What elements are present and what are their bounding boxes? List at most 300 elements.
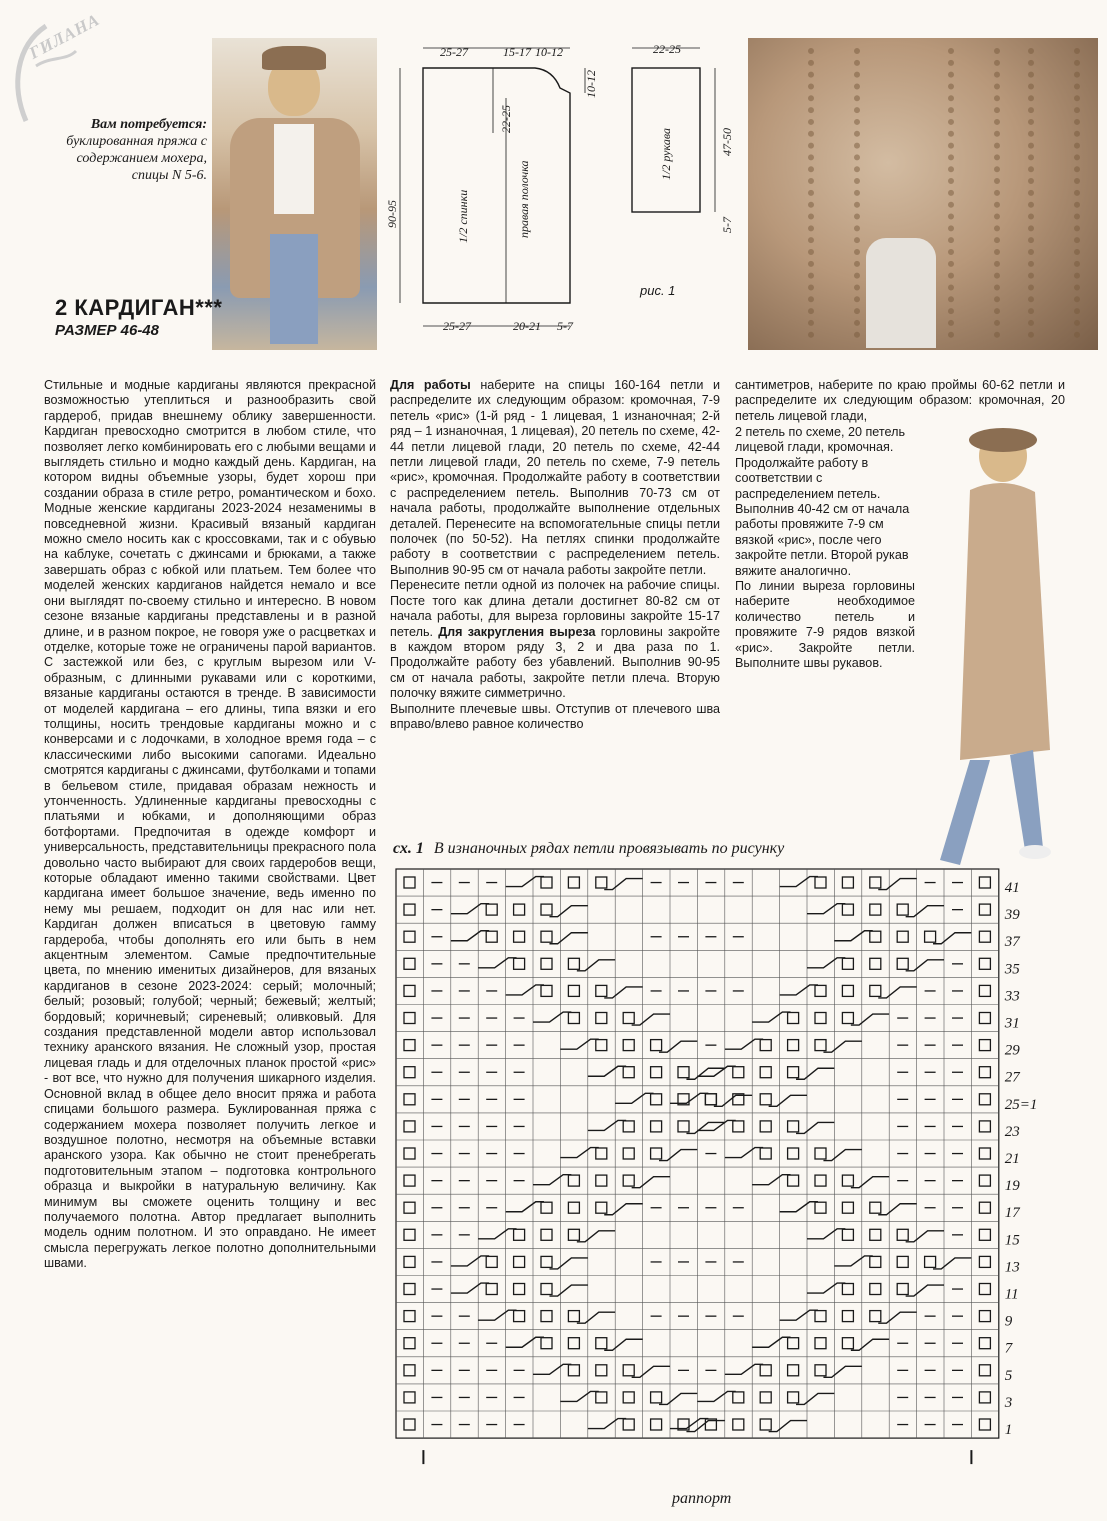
- cable-stitch-mark: [541, 958, 552, 969]
- cable-cross-line: [906, 1285, 944, 1296]
- cable-stitch-mark: [815, 1040, 826, 1051]
- purl-stitch-mark: [979, 1419, 990, 1430]
- purl-stitch-mark: [404, 1040, 415, 1051]
- purl-stitch-mark: [404, 1419, 415, 1430]
- cable-stitch-mark: [815, 877, 826, 888]
- cable-stitch-mark: [788, 1148, 799, 1159]
- purl-stitch-mark: [979, 1284, 990, 1295]
- instructions-lead: Для работы: [390, 378, 471, 392]
- cable-stitch-mark: [623, 1121, 634, 1132]
- cable-stitch-mark: [568, 1175, 579, 1186]
- instructions-p2a: Перенесите петли одной из полочек на рабочие спицы. Посте того как длина детали достигнет 80-82 см от начала работы, для выреза горловины закройте 15-17 петель.: [390, 578, 720, 639]
- dim-back-top: 25-27: [440, 45, 468, 59]
- cable-stitch-mark: [705, 1094, 716, 1105]
- cable-cross-line: [659, 1041, 697, 1052]
- cable-stitch-mark: [842, 1175, 853, 1186]
- row-number: 15: [1004, 1232, 1020, 1249]
- row-number: 1: [1004, 1422, 1013, 1439]
- cable-stitch-mark: [596, 1202, 607, 1213]
- purl-stitch-mark: [979, 1121, 990, 1132]
- scheme-title: В изнаночных рядах петли провязывать по рисунку: [433, 840, 785, 857]
- cable-cross-line: [533, 1175, 571, 1185]
- front-piece-label: правая полочка: [517, 160, 531, 238]
- cable-stitch-mark: [541, 985, 552, 996]
- cable-stitch-mark: [568, 1013, 579, 1024]
- cable-stitch-mark: [596, 985, 607, 996]
- cable-stitch-mark: [788, 1392, 799, 1403]
- cable-cross-line: [478, 958, 516, 968]
- row-number: 5: [1004, 1367, 1013, 1384]
- scheme-heading: [393, 840, 794, 858]
- cable-stitch-mark: [788, 1040, 799, 1051]
- cable-cross-line: [686, 1122, 724, 1133]
- row-number: 21: [1004, 1151, 1020, 1168]
- intro-text: Стильные и модные кардиганы являются прекрасной возможностью утеплиться и разнообразить свой гардероб, придав внешнему облику завершенности. Кардиган превосходно смотрится в любом стиле, что позволяет легко комбинировать его с любыми вещами и выглядеть стильно и модно каждый день. Кардиган, на котором видны объемные узоры, будет хорош при создании образа в стиле ретро, романтическом и бохо. Модные женские кардиганы 2023-2024 незаменимы в повседневной жизни. Красивый вязаный кардиган можно смело носить как с кроссовками, так и с обувью на каблуке, сочетать с джинсами и брюками, а также завершать образ с юбкой или платьем. Тем более что моделей женских кардиганов найдется немало и все они выглядят по-своему стильно и интересно. В новом сезоне вязаные кардиганы представлены и в разной длине, и в разном покрое, не говоря уже о расцветках и отделке, которые тоже не ограничены парой вариантов. С застежкой или без, с круглым вырезом или V-образным, с длинными рукавами или с короткими, вязаные кардиганы остаются в тренде. В зависимости от моделей кардигана – его длины, типа вязки и его толщины, носить трендовые кардиганы можно и с конверсами и с лодочками, в холодное время года – с классическими либо высокими сапогами. Идеально смотрятся кардиганы с джинсами, футболками и топами в бельевом стиле, придавая образам нежность и утонченность. Удлиненные кардиганы превосходны с платьями и юбками, и дополняющими образ ботфортами. Предпочитая в одежде комфорт и универсальность, представительницы прекрасного пола довольно часто выбирают для своих гардеробов вещи, которые обладают именно такими свойствами. Цвет кардигана имеет большое значение, ведь именно по нему мы решаем, подходит он для нас или нет. Кардиган должен вписаться в цветовую гамму гардероба, чтобы дополнять его или быть в нем акцентным элементом. Самые предпочтительные цвета, по мнению именитых дизайнеров, для вязаных кардиганов в сезоне 2023-2024: серый; молочный; белый; розовый; голубой; черный; бежевый; желтый; бордовый; коричневый; сиреневый; оливковый. Для создания представленной модели автор использовал технику аранского вязания. Не сложный узор, простая лицевая гладь и для отделочных планок простой «рис» - вот все, что нужно для получения шикарного изделия. Основной вклад в общее дело вносит пряжа и работа спицами большого размера. Буклированная пряжа с содержанием мохера позволяет получить легкое и воздушное полотно, несмотря на объемные вставки аранского узора. Как обычно не стоит пренебрегать подготовительным этапом – подготовка контрольного образца и выкройки в натуральную величину. Как минимум вы сможете оценить толщину и вес получаемого полотна. Автор предлагает выполнить модель одним полотном. И это оправдано. Не имеет смысла перегружать легкое полотно дополнительными швами.: [44, 378, 376, 1271]
- cable-cross-line: [697, 1391, 735, 1401]
- cable-stitch-mark: [623, 1067, 634, 1078]
- logo-text: ГИЛАНА: [26, 9, 103, 63]
- publisher-logo: [6, 6, 116, 126]
- cable-cross-line: [807, 958, 845, 968]
- cable-stitch-mark: [842, 877, 853, 888]
- cable-stitch-mark: [733, 1067, 744, 1078]
- cable-stitch-mark: [596, 1013, 607, 1024]
- cable-stitch-mark: [870, 1284, 881, 1295]
- cable-stitch-mark: [897, 1229, 908, 1240]
- cable-cross-line: [604, 1204, 642, 1215]
- cable-stitch-mark: [541, 904, 552, 915]
- model-photo-full: [915, 420, 1055, 870]
- cable-stitch-mark: [514, 1256, 525, 1267]
- cable-cross-line: [577, 960, 615, 971]
- cable-stitch-mark: [651, 1148, 662, 1159]
- cable-cross-line: [632, 1366, 670, 1377]
- purl-stitch-mark: [404, 1202, 415, 1213]
- cable-cross-line: [906, 960, 944, 971]
- cable-stitch-mark: [541, 931, 552, 942]
- cable-stitch-mark: [760, 1094, 771, 1105]
- materials-body: буклированная пряжа с содержанием мохера, спицы N 5-6.: [66, 134, 207, 183]
- cable-stitch-mark: [623, 1419, 634, 1430]
- cable-cross-line: [632, 1014, 670, 1025]
- cable-stitch-mark: [486, 1284, 497, 1295]
- row-number: 35: [1004, 961, 1020, 978]
- cable-stitch-mark: [568, 877, 579, 888]
- cable-cross-line: [533, 1012, 571, 1022]
- cable-cross-line: [506, 985, 544, 995]
- cable-stitch-mark: [651, 1094, 662, 1105]
- cable-cross-line: [577, 1312, 615, 1323]
- row-number: 7: [1004, 1340, 1013, 1357]
- cable-cross-line: [725, 1148, 763, 1158]
- cable-stitch-mark: [486, 931, 497, 942]
- purl-stitch-mark: [404, 1013, 415, 1024]
- cable-cross-line: [823, 1041, 861, 1052]
- dim-neck: 15-17: [503, 45, 531, 59]
- cable-stitch-mark: [815, 1338, 826, 1349]
- cable-stitch-mark: [596, 1175, 607, 1186]
- cable-cross-line: [604, 1339, 642, 1350]
- purl-stitch-mark: [404, 1338, 415, 1349]
- cable-stitch-mark: [897, 1256, 908, 1267]
- cable-stitch-mark: [678, 1067, 689, 1078]
- cable-stitch-mark: [733, 1121, 744, 1132]
- instructions-column: [390, 378, 720, 732]
- row-number: 19: [1004, 1178, 1020, 1195]
- dim-overlap: 5-7: [557, 319, 573, 333]
- purl-stitch-mark: [979, 1311, 990, 1322]
- cable-cross-line: [796, 1068, 834, 1079]
- cable-cross-line: [823, 1366, 861, 1377]
- cable-stitch-mark: [760, 1067, 771, 1078]
- purl-stitch-mark: [404, 1392, 415, 1403]
- purl-stitch-mark: [979, 1256, 990, 1267]
- cable-stitch-mark: [651, 1392, 662, 1403]
- row-number: 29: [1004, 1042, 1020, 1059]
- purl-stitch-mark: [404, 985, 415, 996]
- cable-cross-line: [604, 987, 642, 998]
- cable-stitch-mark: [870, 1256, 881, 1267]
- cable-cross-line: [506, 877, 544, 887]
- purl-stitch-mark: [404, 931, 415, 942]
- cable-cross-line: [659, 1393, 697, 1404]
- cable-cross-line: [769, 1421, 807, 1432]
- cable-stitch-mark: [870, 931, 881, 942]
- row-number: 13: [1004, 1259, 1020, 1276]
- sleeve-piece-label: 1/2 рукава: [659, 128, 673, 180]
- cable-stitch-mark: [815, 1311, 826, 1322]
- purl-stitch-mark: [979, 1013, 990, 1024]
- cable-stitch-mark: [733, 1392, 744, 1403]
- cable-stitch-mark: [870, 1311, 881, 1322]
- row-number: 23: [1004, 1123, 1020, 1140]
- purl-stitch-mark: [979, 1365, 990, 1376]
- cable-stitch-mark: [623, 1040, 634, 1051]
- cable-stitch-mark: [541, 877, 552, 888]
- instructions-p1: наберите на спицы 160-164 петли и распределите их следующим образом: кромочная, 7-9 петель «рис» (1-й ряд - 1 лицевая, 1 изнаночная; 2-й ряд – 1 изнаночная, 1 лицевая), 20 петель по схеме, 42-44 петли лицевой глади, 20 петель по схеме, 42-44 петли лицевой глади, 20 петель по схеме, 7-9 петель «рис», кромочная. Продолжайте работу в соответствии с распределением петель. Выполнив 70-73 см от начала работы, продолжайте выполнение отдельных деталей. Перенесите на вспомогательные спицы петли полочек (по 50-52). На петлях спинки продолжайте работу в соответствии с распределением петель. Выполнив 90-95 см от начала работы закройте петли.: [390, 378, 720, 577]
- cable-stitch-mark: [541, 1311, 552, 1322]
- cable-stitch-mark: [842, 1013, 853, 1024]
- cable-stitch-mark: [788, 1175, 799, 1186]
- cable-stitch-mark: [897, 931, 908, 942]
- cable-stitch-mark: [486, 904, 497, 915]
- cable-cross-line: [725, 1364, 763, 1374]
- dim-back-bottom: 25-27: [443, 319, 471, 333]
- cable-stitch-mark: [568, 958, 579, 969]
- cable-stitch-mark: [815, 1175, 826, 1186]
- cable-stitch-mark: [651, 1040, 662, 1051]
- cable-stitch-mark: [486, 1256, 497, 1267]
- cable-stitch-mark: [541, 1229, 552, 1240]
- cable-cross-line: [796, 1393, 834, 1404]
- cable-cross-line: [834, 931, 872, 941]
- purl-stitch-mark: [404, 1148, 415, 1159]
- cable-cross-line: [560, 1039, 598, 1049]
- cable-cross-line: [878, 987, 916, 998]
- cable-cross-line: [588, 1419, 626, 1429]
- purl-stitch-mark: [979, 1067, 990, 1078]
- cable-stitch-mark: [541, 1256, 552, 1267]
- cable-cross-line: [769, 1095, 807, 1106]
- sleeve-instructions: 2 петель по схеме, 20 петель лицевой глади, кромочная. Продолжайте работу в соответствии с распределением петель. Выполнив 40-42 см от начала работы провяжите 7-9 см вязкой «рис», после чего закройте петли. Второй рукав вяжите аналогично.: [735, 425, 910, 578]
- cable-stitch-mark: [596, 1040, 607, 1051]
- cable-stitch-mark: [870, 877, 881, 888]
- cable-stitch-mark: [815, 1365, 826, 1376]
- cable-cross-line: [823, 1150, 861, 1161]
- row-number: 25=1: [1004, 1096, 1038, 1113]
- cable-cross-line: [549, 906, 587, 917]
- purl-stitch-mark: [404, 1311, 415, 1322]
- purl-stitch-mark: [404, 877, 415, 888]
- row-number: 31: [1004, 1015, 1020, 1032]
- purl-stitch-mark: [979, 1392, 990, 1403]
- cable-cross-line: [588, 1066, 626, 1076]
- cable-stitch-mark: [541, 1284, 552, 1295]
- cable-cross-line: [451, 1256, 489, 1266]
- cable-stitch-mark: [651, 1121, 662, 1132]
- cable-cross-line: [752, 1337, 790, 1347]
- cable-stitch-mark: [623, 1365, 634, 1376]
- cable-stitch-mark: [842, 1284, 853, 1295]
- row-number: 39: [1004, 907, 1020, 924]
- cable-stitch-mark: [842, 958, 853, 969]
- cable-stitch-mark: [870, 985, 881, 996]
- cable-cross-line: [752, 1175, 790, 1185]
- cable-cross-line: [615, 1093, 653, 1103]
- cable-stitch-mark: [897, 1284, 908, 1295]
- row-number: 41: [1004, 880, 1020, 897]
- dim-front-bottom: 20-21: [513, 319, 541, 333]
- cable-cross-line: [604, 879, 642, 890]
- cable-stitch-mark: [596, 1365, 607, 1376]
- instructions-p2-bold: Для закругления выреза: [438, 624, 596, 639]
- purl-stitch-mark: [404, 1175, 415, 1186]
- cable-stitch-mark: [760, 1365, 771, 1376]
- purl-stitch-mark: [979, 958, 990, 969]
- dim-sleeve-width: 22-25: [653, 42, 681, 56]
- cable-stitch-mark: [788, 1338, 799, 1349]
- dim-shoulder-drop: 10-12: [584, 70, 598, 98]
- purl-stitch-mark: [404, 958, 415, 969]
- cable-stitch-mark: [815, 1202, 826, 1213]
- cable-stitch-mark: [568, 1202, 579, 1213]
- cable-stitch-mark: [568, 1338, 579, 1349]
- cable-stitch-mark: [842, 985, 853, 996]
- cable-cross-line: [752, 1012, 790, 1022]
- neck-instructions: По линии выреза горловины наберите необходимое количество петель и провяжите 7-9 рядов вязкой «рис». Закройте петли. Выполните швы рукавов.: [735, 579, 915, 671]
- cable-cross-line: [686, 1068, 724, 1079]
- cable-stitch-mark: [925, 1256, 936, 1267]
- dim-shoulder: 10-12: [535, 45, 563, 59]
- cable-stitch-mark: [623, 1013, 634, 1024]
- cable-cross-line: [807, 1229, 845, 1239]
- cable-stitch-mark: [815, 985, 826, 996]
- cable-cross-line: [933, 1258, 971, 1269]
- cable-cross-line: [560, 1148, 598, 1158]
- row-number: 9: [1004, 1313, 1013, 1330]
- cable-stitch-mark: [870, 1229, 881, 1240]
- size-label: РАЗМЕР 46-48: [55, 322, 159, 339]
- cable-stitch-mark: [733, 1419, 744, 1430]
- cable-cross-line: [878, 1204, 916, 1215]
- cable-cross-line: [451, 931, 489, 941]
- cable-stitch-mark: [870, 904, 881, 915]
- purl-stitch-mark: [979, 1148, 990, 1159]
- purl-stitch-mark: [979, 931, 990, 942]
- cable-stitch-mark: [870, 958, 881, 969]
- purl-stitch-mark: [979, 1202, 990, 1213]
- figure-caption: рис. 1: [640, 283, 676, 298]
- cable-stitch-mark: [760, 1392, 771, 1403]
- cable-cross-line: [451, 1283, 489, 1293]
- cable-cross-line: [725, 1039, 763, 1049]
- cable-cross-line: [506, 1202, 544, 1212]
- cable-cross-line: [851, 1339, 889, 1350]
- cable-stitch-mark: [514, 1284, 525, 1295]
- purl-stitch-mark: [404, 1094, 415, 1105]
- scheme-label: сх. 1: [393, 840, 424, 857]
- purl-stitch-mark: [404, 904, 415, 915]
- cable-stitch-mark: [705, 1094, 716, 1105]
- purl-stitch-mark: [404, 1365, 415, 1376]
- cable-stitch-mark: [760, 1121, 771, 1132]
- dim-sleeve-cuff: 5-7: [720, 217, 734, 233]
- purl-stitch-mark: [979, 1094, 990, 1105]
- cable-cross-line: [632, 1177, 670, 1188]
- cable-stitch-mark: [651, 1067, 662, 1078]
- cable-cross-line: [906, 1231, 944, 1242]
- cable-stitch-mark: [897, 958, 908, 969]
- cable-cross-line: [834, 1256, 872, 1266]
- cable-stitch-mark: [788, 1365, 799, 1376]
- purl-stitch-mark: [979, 985, 990, 996]
- cable-stitch-mark: [514, 958, 525, 969]
- cable-cross-line: [588, 1120, 626, 1130]
- cable-stitch-mark: [760, 1040, 771, 1051]
- cable-stitch-mark: [842, 1229, 853, 1240]
- dim-length: 90-95: [385, 200, 399, 228]
- back-front-outline: [423, 68, 570, 303]
- cable-stitch-mark: [815, 1148, 826, 1159]
- cable-stitch-mark: [568, 1229, 579, 1240]
- cable-stitch-mark: [870, 1202, 881, 1213]
- cable-stitch-mark: [788, 1121, 799, 1132]
- dim-neck-depth: 22-25: [499, 105, 513, 133]
- purl-stitch-mark: [979, 1338, 990, 1349]
- cable-cross-line: [906, 906, 944, 917]
- purl-stitch-mark: [404, 1229, 415, 1240]
- cable-stitch-mark: [514, 931, 525, 942]
- purl-stitch-mark: [979, 1040, 990, 1051]
- cable-cross-line: [560, 1391, 598, 1401]
- cable-stitch-mark: [623, 1392, 634, 1403]
- cable-stitch-mark: [596, 1338, 607, 1349]
- pattern-diagram: [385, 38, 740, 358]
- cable-stitch-mark: [651, 1419, 662, 1430]
- purl-stitch-mark: [979, 1229, 990, 1240]
- cable-stitch-mark: [568, 1311, 579, 1322]
- cable-cross-line: [807, 904, 845, 914]
- cable-cross-line: [780, 1310, 818, 1320]
- knitting-chart: [393, 866, 1053, 1511]
- cable-stitch-mark: [568, 985, 579, 996]
- row-number: 37: [1004, 934, 1020, 951]
- cable-stitch-mark: [815, 1013, 826, 1024]
- cable-stitch-mark: [541, 1338, 552, 1349]
- cable-cross-line: [878, 1312, 916, 1323]
- cable-cross-line: [506, 1337, 544, 1347]
- cable-stitch-mark: [760, 1148, 771, 1159]
- cable-cross-line: [851, 1014, 889, 1025]
- cable-cross-line: [780, 985, 818, 995]
- cable-stitch-mark: [678, 1121, 689, 1132]
- cable-stitch-mark: [568, 1365, 579, 1376]
- cable-cross-line: [478, 1229, 516, 1239]
- cable-stitch-mark: [925, 931, 936, 942]
- row-number: 33: [1004, 988, 1020, 1005]
- sleeve-text-top: сантиметров, наберите по краю проймы 60-62 петли и распределите их следующим образом: кромочная, 20 петель лицевой глади,: [735, 378, 1065, 423]
- purl-stitch-mark: [979, 877, 990, 888]
- cable-stitch-mark: [514, 1229, 525, 1240]
- back-piece-label: 1/2 спинки: [456, 189, 470, 243]
- purl-stitch-mark: [404, 1256, 415, 1267]
- cable-cross-line: [933, 933, 971, 944]
- purl-stitch-mark: [404, 1121, 415, 1132]
- cable-cross-line: [549, 1285, 587, 1296]
- cable-stitch-mark: [596, 877, 607, 888]
- cable-stitch-mark: [842, 1338, 853, 1349]
- purl-stitch-mark: [404, 1284, 415, 1295]
- model-photo-closeup: [748, 38, 1098, 350]
- cable-cross-line: [478, 1310, 516, 1320]
- instructions-p2b: горловины закройте в каждом втором ряду 3, 2 и два раза по 1. Продолжайте работу без убавлений. Выполнив 90-95 см от начала работы, закройте петли плеча. Вторую полочку вяжите симметрично.: [390, 624, 720, 701]
- cable-cross-line: [549, 933, 587, 944]
- page-title: 2 КАРДИГАН***: [55, 295, 223, 320]
- cable-stitch-mark: [897, 904, 908, 915]
- cable-cross-line: [780, 1202, 818, 1212]
- cable-cross-line: [878, 879, 916, 890]
- cable-stitch-mark: [623, 1148, 634, 1159]
- cable-cross-line: [796, 1122, 834, 1133]
- purl-stitch-mark: [979, 904, 990, 915]
- cable-stitch-mark: [514, 1311, 525, 1322]
- purl-stitch-mark: [404, 1067, 415, 1078]
- cable-stitch-mark: [842, 904, 853, 915]
- cable-stitch-mark: [596, 1148, 607, 1159]
- cable-stitch-mark: [623, 1175, 634, 1186]
- cable-stitch-mark: [541, 1202, 552, 1213]
- cable-stitch-mark: [842, 1202, 853, 1213]
- article-header: [55, 295, 385, 339]
- row-number: 3: [1004, 1394, 1013, 1411]
- cable-stitch-mark: [760, 1419, 771, 1430]
- rapport-label: раппорт: [672, 1490, 732, 1507]
- row-number: 17: [1004, 1205, 1020, 1222]
- cable-cross-line: [659, 1150, 697, 1161]
- cable-stitch-mark: [788, 1013, 799, 1024]
- cable-cross-line: [851, 1177, 889, 1188]
- cable-stitch-mark: [842, 1311, 853, 1322]
- materials-heading: Вам потребуется:: [90, 117, 207, 132]
- row-number: 11: [1004, 1286, 1019, 1303]
- cable-cross-line: [780, 877, 818, 887]
- materials-block: [57, 116, 207, 184]
- cable-cross-line: [577, 1231, 615, 1242]
- cable-stitch-mark: [788, 1067, 799, 1078]
- purl-stitch-mark: [979, 1175, 990, 1186]
- instructions-p3: Выполните плечевые швы. Отступив от плечевого шва вправо/влево равное количество: [390, 701, 720, 731]
- cable-cross-line: [451, 904, 489, 914]
